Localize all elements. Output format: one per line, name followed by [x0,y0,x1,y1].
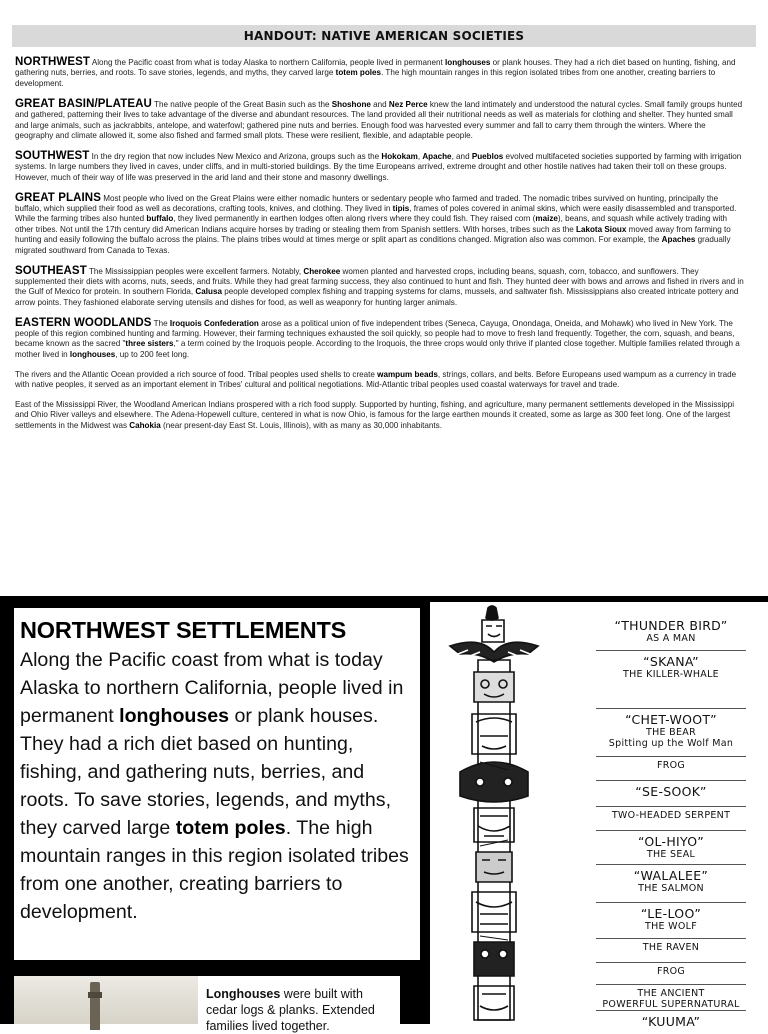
section-heading: EASTERN WOODLANDS [15,316,152,329]
totem-divider [596,708,746,709]
section-text: The native people of the Great Basin such as the Shoshone and Nez Perce knew the land intimately and understood the natural cycles. Small family groups hunted and gathered, patterning their lives to take advantage of the diverse and abundant resources. The land provided all their nutritional needs as well as materials for clothing and shelter. They hunted small and large animals, such as jackrabbits, antelope, and waterfowl; gathered pine nuts and berries. Enough food was harvested every summer and fall to carry them through the winters. Where the geography and climate allowed it, some also fished and farmed small plots. These were resilient, flexible, and adaptable people. [15,99,743,140]
totem-divider [596,830,746,831]
totem-label-name: “CHET-WOOT” [625,712,717,727]
totem-divider [596,902,746,903]
photo-pole-band [88,992,102,998]
section-heading: GREAT PLAINS [15,191,101,204]
totem-label-6 [596,810,746,821]
section-text: Along the Pacific coast from what is today Alaska to northern California, people lived in permanent longhouses or plank houses. They had a rich diet based on hunting, fishing, and gathering nuts, berries, and roots. To save stories, legends, and myths, they carved large totem poles. The high mountain ranges in this region isolated tribes from one another, creating barriers to development. [15,58,736,88]
totem-label-13 [596,1014,746,1029]
totem-label-name: “THUNDER BIRD” [614,618,728,633]
totem-label-8 [596,868,746,894]
totem-label-desc: FROG [656,760,686,771]
handout-section-3 [15,151,745,183]
handout-section-7 [15,370,745,391]
totem-label-desc-2: Spitting up the Wolf Man [608,738,734,749]
totem-divider [596,780,746,781]
totem-divider [596,938,746,939]
totem-label-10 [596,942,746,953]
totem-label-2 [596,654,746,680]
totem-label-desc: TWO-HEADED SERPENT [611,810,731,821]
lower-panel [0,596,768,1033]
handout-section-8 [15,400,745,431]
totem-label-desc: THE ANCIENT [637,988,705,999]
totem-divider [596,650,746,651]
handout-section-6 [15,318,745,361]
totem-label-name: “SE-SOOK” [635,784,707,799]
totem-pole-illustration [430,602,768,1029]
photo-caption: Longhouses were built with cedar logs & planks. Extended families lived together. [198,976,400,1024]
section-heading: NORTHWEST [15,56,91,68]
card-title: NORTHWEST SETTLEMENTS [20,617,347,643]
totem-divider [596,984,746,985]
totem-label-desc-2: POWERFUL SUPERNATURAL [602,999,740,1010]
totem-label-9 [596,906,746,932]
totem-label-desc: THE RAVEN [642,942,700,953]
section-text: The Iroquois Confederation arose as a political union of five independent tribes (Seneca, Cayuga, Onondaga, Oneida, and Mohawk) who lived in New York. The people of this region combined hunting and farming. However, their farming techniques exhausted the soil quickly, so people had to move to fresh land frequently. Together, the corn, squash, and beans, became known as the sacred "three sisters," a term coined by the Iroquois people. According to the Iroquois, the three crops would only thrive if planted close together. Multiple families related through a mother lived in longhouses, up to 200 feet long. [15,318,740,359]
handout-section-5 [15,266,745,309]
handout-section-2 [15,99,745,142]
longhouse-photo [14,976,198,1024]
totem-label-desc: FROG [656,966,686,977]
section-text: East of the Mississippi River, the Woodland American Indians prospered with a rich food supply. Supported by hunting, fishing, and agriculture, many permanent settlements developed in the Mississippi and Ohio River valleys and elsewhere. The Adena-Hopewell culture, centered in what is now Ohio, is famous for the large earthen mounds it created, some as large as 300 feet long. One of the largest settlements in the Midwest was Cahokia (near present-day East St. Louis, Illinois), with as many as 30,000 inhabitants. [15,400,735,430]
totem-label-desc: THE SALMON [638,883,704,894]
totem-label-desc: THE SEAL [646,849,696,860]
totem-label-desc: THE BEAR [646,727,696,738]
handout-title: HANDOUT: NATIVE AMERICAN SOCIETIES [12,25,756,47]
section-heading: SOUTHWEST [15,149,90,162]
handout-sections [15,57,745,441]
card-body: Along the Pacific coast from what is today Alaska to northern California, people lived in permanent longhouses or plank houses. They had a rich diet based on hunting, fishing, and gathering nuts, berries, and roots. To save stories, legends, and myths, they carved large totem poles. The high mountain ranges in this region isolated tribes from one another, creating barriers to development. [20,649,409,923]
totem-label-11 [596,966,746,977]
totem-divider [596,1010,746,1011]
totem-label-desc: AS A MAN [646,633,696,644]
totem-label-7 [596,834,746,860]
totem-divider [596,962,746,963]
handout-section-1 [15,57,745,89]
totem-divider [596,756,746,757]
totem-label-name: “WALALEE” [633,868,709,883]
totem-label-desc: THE WOLF [645,921,697,932]
section-heading: SOUTHEAST [15,264,87,277]
totem-label-desc: THE KILLER-WHALE [623,669,719,680]
northwest-card [14,608,420,960]
totem-label-name: “KUUMA” [641,1014,701,1029]
totem-label-1 [596,618,746,644]
totem-divider [596,806,746,807]
section-text: Most people who lived on the Great Plains were either nomadic hunters or sedentary people who farmed and traded. The nomadic tribes survived on hunting, principally the buffalo, which supplied their food as well as decorations, crafting tools, knives, and clothing. They lived in tipis, frames of poles covered in animal skins, which were easily disassembled and transported. While the farming tribes also hunted buffalo, they lived permanently in earthen lodges often along rivers where they could fish. They raised corn (maize), beans, and squash while actively trading with other tribes. Not until the 17th century did American Indians acquire horses by trading or stealing them from Spanish settlers. With horses, tribes such as the Lakota Sioux moved away from farming to hunting and easily following the buffalo across the plains. The plains tribes would at times merge or split apart as conditions changed. Migration also was common. For example, the Apaches gradually migrated southward from Canada to Texas. [15,193,737,255]
totem-label-5 [596,784,746,799]
totem-divider [596,864,746,865]
totem-label-3 [596,712,746,749]
handout-section-4 [15,193,745,256]
totem-label-12 [596,988,746,1010]
totem-label-name: “SKANA” [643,654,699,669]
section-text: The rivers and the Atlantic Ocean provided a rich source of food. Tribal peoples used shells to create wampum beads, strings, collars, and belts. Before Europeans used wampum as a currency in trade with native peoples, it served as an important element in Tribes' cultural and political negotiations. Mid-Atlantic tribal peoples used coastal waterways for travel and trade. [15,369,737,390]
section-heading: GREAT BASIN/PLATEAU [15,97,152,110]
totem-label-name: “OL-HIYO” [638,834,704,849]
totem-label-name: “LE-LOO” [640,906,702,921]
photo-pole [90,982,100,1030]
section-text: In the dry region that now includes New Mexico and Arizona, groups such as the Hokokam, Apache, and Pueblos evolved multifaceted societies supported by farming with irrigation systems. In large numbers they lived in caves, under cliffs, and in multi-storied buildings. By the time Europeans arrived, extreme drought and other hostile natives had taken their toll on these groups. However, much of their way of life was preserved in the arid land and their stone and masonry dwellings. [15,151,742,182]
totem-label-4 [596,760,746,771]
section-text: The Mississippian peoples were excellent farmers. Notably, Cherokee women planted and harvested crops, including beans, squash, corn, tobacco, and sunflowers. They supplemented their diets with acorns, nuts, seeds, and fruits. While they had great farming success, they also continued to hunt and fish. They hunted deer with bows and arrows and fished in rivers and in the Gulf of Mexico for protein. In southern Florida, Calusa people developed complex fishing and trapping systems for clams, mussels, and saltwater fish. Mississippians also created intricate pottery and arrow points. They fashioned elaborate serving utensils and dishes for food, as well as weaponry for hunting larger animals. [15,266,744,307]
